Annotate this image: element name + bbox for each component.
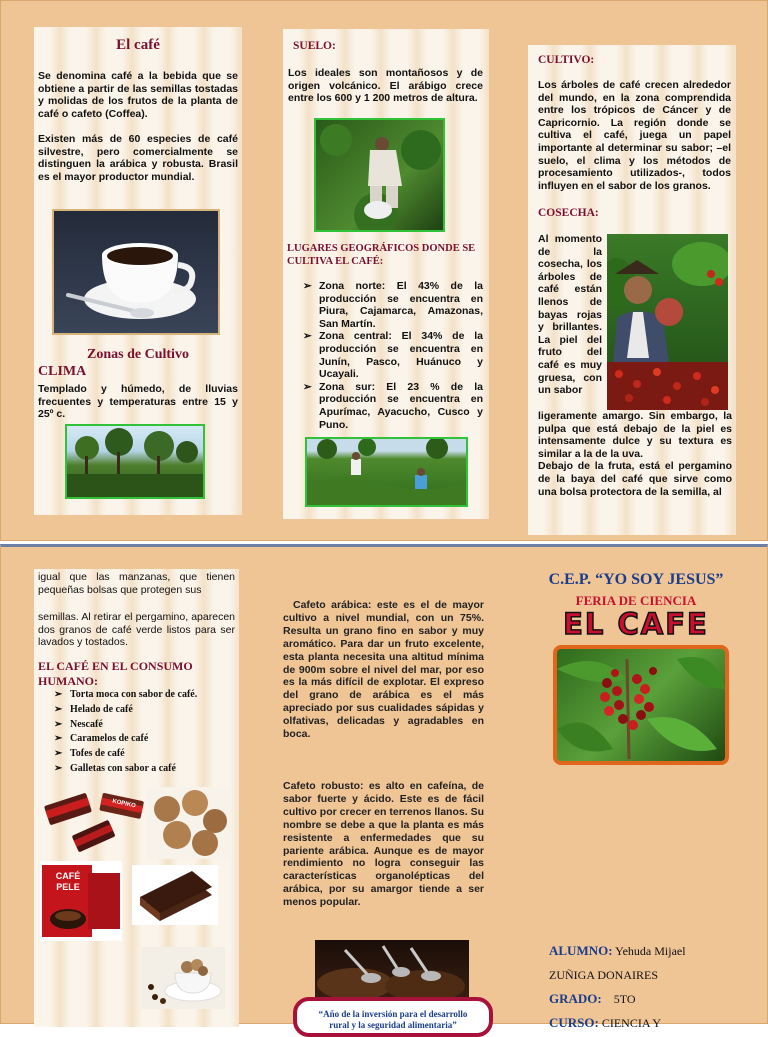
- zones-list: [301, 280, 483, 431]
- panel-cover: [531, 547, 768, 1030]
- farmer-harvest-photo: [314, 118, 445, 232]
- panel-cultivo: [528, 45, 736, 535]
- product-item: ➢ Caramelos de café: [52, 732, 235, 747]
- arrow-bullet-icon: ➢: [303, 280, 312, 292]
- panel-el-cafe: [34, 27, 242, 515]
- product-item: ➢ Helado de café: [52, 703, 235, 718]
- panel-title-el-cafe: El café: [116, 37, 160, 53]
- arabica-text: Cafeto arábica: este es el de mayor cultivo a nivel mundial, con un 75%. Resulta un grano fino en sabor y muy aromático. Para dar un fruto excelente, esta planta necesita una altitud mínima de 900m sobre el nivel del mar, por eso es la más difícil de explotar. El expreso del grano de arábica es el más apreciado por sus cualidades sápidas y olfativas, delicadas y agradables en boca.: [283, 599, 484, 741]
- curso-value: CIENCIA Y: [601, 1016, 662, 1030]
- continued-text-1: igual que las manzanas, que tienen pequeñas bolsas que protegen sus: [38, 571, 235, 596]
- cosecha-text-full: ligeramente amargo. Sin embargo, la pulpa que está debajo de la piel es intensamente dulce y su textura es similar a la de la uva. Debajo de la fruta, está el pergamino de la baya del café que sirve como una bolsa protectora de la semilla, al: [538, 410, 732, 498]
- brochure-inner-side: [0, 544, 768, 1030]
- cultivo-title: CULTIVO:: [538, 54, 595, 66]
- alumno-surname: ZUÑIGA DONAIRES: [549, 968, 658, 982]
- products-list: [52, 688, 235, 777]
- arrow-bullet-icon: ➢: [54, 703, 63, 715]
- arrow-bullet-icon: ➢: [54, 689, 63, 700]
- robusto-text: Cafeto robusto: es alto en cafeína, de sabor fuerte y ácido. Este es de fácil cultivo por crecer en terrenos llanos. Su nombre se debe a que la planta es más resistente a enfermedades que su pariente arábica. Aunque es de mayor rendimiento no logra conseguir las características organolépticas del arábica, por su amargor tiende a ser menos popular.: [283, 780, 484, 909]
- panel-suelo: [283, 29, 489, 519]
- zone-north-item: ➢ Zona norte: El 43% de la producción se encuentra en Piura, Cajamarca, Amazonas, San Martín.: [303, 280, 483, 330]
- cosecha-title: COSECHA:: [538, 207, 599, 219]
- arrow-bullet-icon: ➢: [54, 718, 63, 730]
- panel-variedades: [279, 599, 484, 1030]
- product-item: ➢ Tofes de café: [52, 747, 235, 762]
- coffee-farm-photo: [65, 424, 205, 499]
- cultivo-text: Los árboles de café crecen alrededor del mundo, en la zona comprendida entre los trópicos de Cáncer y de Capricornio. La región donde se cultiva el café, juega un papel importante al determinar su sabor; –el suelo, el clima y los métodos de procesamiento utilizados-, todos influyen en el sabor de los granos.: [538, 79, 731, 192]
- field-workers-photo: [305, 437, 468, 507]
- arrow-bullet-icon: ➢: [54, 733, 63, 745]
- clima-title: CLIMA: [38, 364, 87, 379]
- suelo-text: Los ideales son montañosos y de origen volcánico. El arábigo crece entre los 600 y 1 200 metros de altura.: [288, 67, 483, 105]
- zone-south-item: ➢ Zona sur: El 23 % de la producción se encuentra en Apurímac, Ayacucho, Cusco y Puno.: [303, 380, 483, 431]
- alumno-label: ALUMNO:: [549, 943, 613, 958]
- student-info: [549, 939, 749, 1035]
- cosecha-text-left: Al momento de la cosecha, los árboles de café están llenos de bayas rojas y brillantes. La piel del fruto del café es muy gruesa, con un sabor: [538, 233, 602, 397]
- cafe-pele-label: CAFÉ PELE: [55, 871, 81, 892]
- arrow-bullet-icon: ➢: [54, 748, 63, 760]
- year-motto-banner: “Año de la inversión para el desarrollo rural y la seguridad alimentaria”: [293, 997, 493, 1037]
- event-name: FERIA DE CIENCIA: [575, 593, 697, 608]
- grado-row: [549, 987, 749, 1011]
- product-item: ➢ Nescafé: [52, 718, 235, 733]
- zonas-de-cultivo-title: Zonas de Cultivo: [87, 347, 189, 362]
- main-headline: EL CAFE: [563, 607, 709, 641]
- cookies-photo: [147, 787, 231, 859]
- grado-label: GRADO:: [549, 991, 602, 1006]
- arrow-bullet-icon: ➢: [303, 380, 312, 393]
- suelo-title: SUELO:: [293, 40, 336, 52]
- curso-row: [549, 1011, 749, 1035]
- arrow-bullet-icon: ➢: [303, 330, 312, 343]
- clima-text: Templado y húmedo, de lluvias frecuentes y temperaturas entre 15 y 25º c.: [38, 383, 238, 421]
- intro-paragraph: Se denomina café a la bebida que se obtiene a partir de las semillas tostadas y molidas de los frutos de la planta de café o cafeto (Coffea).: [38, 70, 238, 120]
- grado-value: 5TO: [613, 992, 636, 1006]
- coffee-beans-scoops-photo: [315, 940, 469, 1004]
- kopiko-label: KOPIKO: [111, 798, 137, 810]
- species-paragraph: Existen más de 60 especies de café silvestre, pero comercialmente se distinguen la arábica y robusta. Brasil es el mayor productor mundial.: [38, 133, 238, 183]
- alumno-row: [549, 939, 749, 963]
- lugares-title: LUGARES GEOGRÁFICOS DONDE SE CULTIVA EL CAFÉ:: [287, 243, 476, 267]
- product-item: ➢ Torta moca con sabor de café.: [52, 688, 235, 703]
- kopiko-candy-photo: [42, 791, 146, 853]
- consumo-title: EL CAFÉ EN EL CONSUMO HUMANO:: [38, 659, 193, 688]
- product-item: ➢ Galletas con sabor a café: [52, 762, 235, 777]
- harvester-berries-photo: [607, 234, 728, 410]
- continued-text-2: semillas. Al retirar el pergamino, aparecen dos granos de café verde listos para ser lavados y tostados.: [38, 611, 235, 649]
- chocolate-cake-photo: [132, 865, 218, 925]
- curso-label: CURSO:: [549, 1015, 599, 1030]
- school-name: C.E.P. “YO SOY JESUS”: [548, 571, 724, 588]
- coffee-cup-photo: [52, 209, 220, 335]
- alumno-name: Yehuda Mijael: [615, 944, 686, 958]
- coffee-plant-photo: [553, 645, 729, 765]
- coffee-dessert-photo: [141, 947, 225, 1009]
- zone-central-item: ➢ Zona central: El 34% de la producción se encuentra en Junín, Pasco, Huánuco y Ucayali.: [303, 330, 483, 381]
- cafe-pele-pack-photo: [40, 861, 122, 941]
- panel-consumo: [34, 569, 239, 1027]
- arrow-bullet-icon: ➢: [54, 762, 63, 774]
